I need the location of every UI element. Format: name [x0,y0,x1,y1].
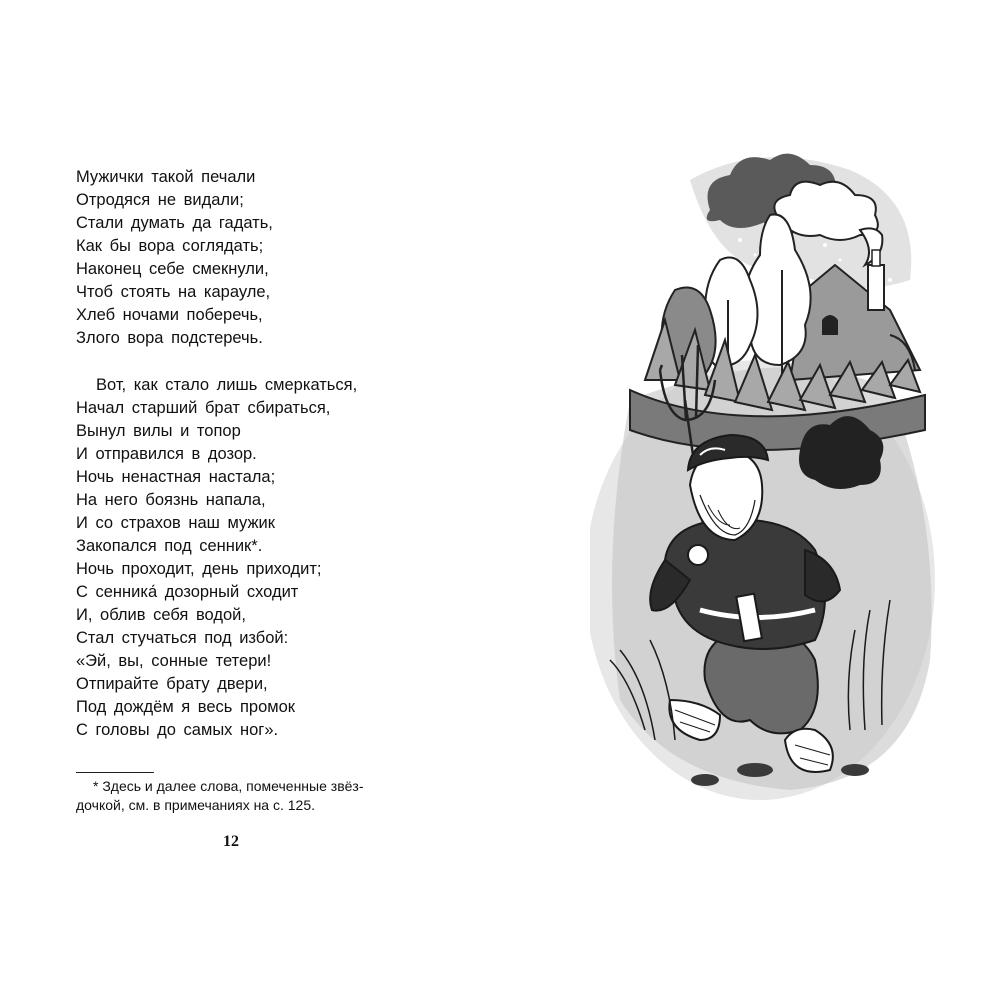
verse-line: Ночь ненастная настала; [76,468,276,486]
verse-line: Стали думать да гадать, [76,214,273,232]
page-number: 12 [223,833,239,850]
verse-line: Как бы вора соглядать; [76,237,264,255]
peasant-illustration [590,140,940,800]
verse-line: Начал старший брат сбираться, [76,399,331,417]
footnote-line: * Здесь и далее слова, помеченные звёз- [93,778,364,794]
verse-line: Стал стучаться под избой: [76,629,289,647]
verse-line: И, облив себя водой, [76,606,246,624]
verse-line: И со страхов наш мужик [76,514,275,532]
verse-line: Отродяся не видали; [76,191,244,209]
verse-line: Хлеб ночами поберечь, [76,306,263,324]
verse-line: И отправился в дозор. [76,445,257,463]
verse-line: На него боязнь напала, [76,491,266,509]
footnote-line: дочкой, см. в примечаниях на с. 125. [76,797,316,813]
chimney-icon [868,265,884,310]
verse-line: Чтоб стоять на карауле, [76,283,271,301]
footnote [76,777,416,815]
stanza-1 [76,166,273,350]
verse-line: Вот, как стало лишь смеркаться, [96,376,358,394]
verse-line: Вынул вилы и топор [76,422,241,440]
verse-line: Мужички такой печали [76,168,256,186]
verse-line: Злого вора подстеречь. [76,329,263,347]
verse-line: Ночь проходит, день приходит; [76,560,322,578]
verse-line: Закопался под сенник*. [76,537,263,555]
verse-line: С головы до самых ног». [76,721,279,739]
stanza-2 [76,374,357,742]
verse-line: «Эй, вы, сонные тетери! [76,652,272,670]
footnote-divider [76,772,154,773]
verse-line: С сенника́ дозорный сходит [76,583,299,601]
verse-line: Отпирайте брату двери, [76,675,268,693]
verse-line: Под дождём я весь промок [76,698,296,716]
verse-line: Наконец себе смекнули, [76,260,269,278]
